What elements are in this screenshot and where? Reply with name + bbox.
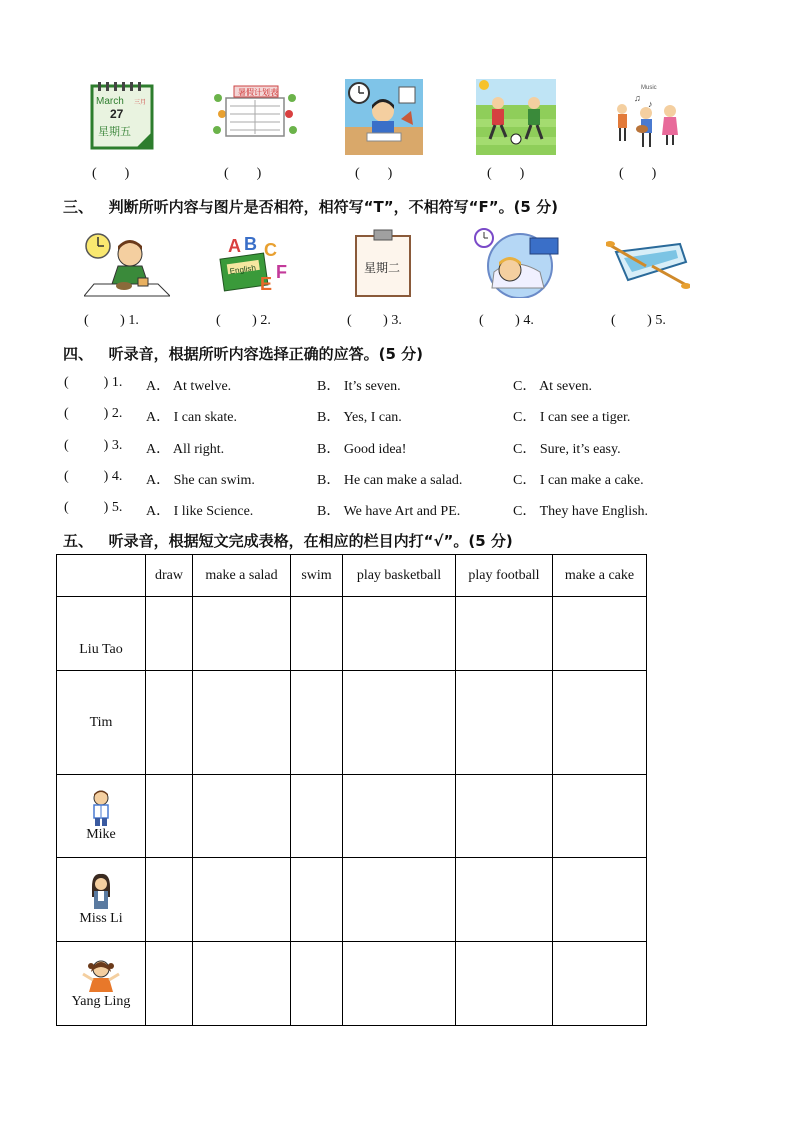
calendar-day: 27 <box>110 107 124 121</box>
row-name: Tim <box>89 714 113 730</box>
section2-answer-1[interactable]: ( ) <box>92 166 130 181</box>
check-cell[interactable] <box>343 597 456 671</box>
section4-heading: 四、 听录音，根据所听内容选择正确的应答。(5 分) <box>63 345 424 363</box>
check-cell[interactable] <box>146 942 193 1026</box>
check-cell[interactable] <box>456 597 553 671</box>
check-cell[interactable] <box>146 858 193 942</box>
check-cell[interactable] <box>291 671 343 775</box>
svg-text:♪: ♪ <box>648 99 653 109</box>
check-cell[interactable] <box>456 858 553 942</box>
question-4-option-b: B． He can make a salad. <box>317 473 463 488</box>
child-sleeping-picture <box>474 226 562 298</box>
row-name: Liu Tao <box>79 642 123 657</box>
letter-e: E <box>260 274 273 294</box>
header-make-a-cake: make a cake <box>553 555 647 597</box>
row-name: Mike <box>86 827 116 842</box>
check-cell[interactable] <box>343 942 456 1026</box>
calendar-weekday: 星期五 <box>98 125 131 138</box>
question-2-option-b: B． Yes, I can. <box>317 410 402 425</box>
table-row <box>57 858 647 942</box>
question-3-option-c: C． Sure, it’s easy. <box>513 442 621 457</box>
svg-text:♫: ♫ <box>634 93 641 103</box>
check-cell[interactable] <box>291 942 343 1026</box>
section3-heading: 三、 判断所听内容与图片是否相符，相符写“T”，不相符写“F”。(5 分) <box>63 198 558 216</box>
summer-plan-picture <box>212 84 298 140</box>
row-name: Miss Li <box>79 910 123 926</box>
question-5-paren[interactable]: ( ) 5. <box>64 500 123 515</box>
calendar-month: March <box>96 96 124 107</box>
header-blank <box>57 555 146 597</box>
question-3-option-b: B． Good idea! <box>317 442 407 457</box>
calendar-picture <box>86 80 158 154</box>
row-name-cell <box>57 671 146 775</box>
book-label: English <box>229 263 257 276</box>
row-name-cell <box>57 942 146 1026</box>
clipboard-picture <box>354 228 412 298</box>
question-5-option-c: C． They have English. <box>513 504 649 519</box>
question-1-option-c: C． At seven. <box>513 379 592 394</box>
header-play-football: play football <box>456 555 553 597</box>
english-book-abc-picture <box>214 232 292 296</box>
rowing-boat-picture <box>606 236 690 290</box>
section3-answer-1[interactable]: ( ) 1. <box>84 313 139 328</box>
section2-answer-3[interactable]: ( ) <box>355 166 393 181</box>
table-row <box>57 942 647 1026</box>
question-2-paren[interactable]: ( ) 2. <box>64 406 123 421</box>
plan-title: 暑假计划表 <box>238 88 278 97</box>
letter-f: F <box>276 262 287 282</box>
section2-answer-2[interactable]: ( ) <box>224 166 262 181</box>
children-music-picture <box>608 79 688 155</box>
question-2-option-a: A． I can skate. <box>146 410 237 425</box>
boy-eating-lunch-picture <box>84 230 170 298</box>
letter-c: C <box>264 240 277 260</box>
header-make-a-salad: make a salad <box>193 555 291 597</box>
check-cell[interactable] <box>291 597 343 671</box>
question-4-option-c: C． I can make a cake. <box>513 473 644 488</box>
check-cell[interactable] <box>291 858 343 942</box>
check-cell[interactable] <box>456 942 553 1026</box>
table-row <box>57 775 647 858</box>
check-cell[interactable] <box>193 775 291 858</box>
question-1-paren[interactable]: ( ) 1. <box>64 375 123 390</box>
table-row <box>57 597 647 671</box>
letter-b: B <box>244 234 257 254</box>
question-1-option-b: B． It’s seven. <box>317 379 401 394</box>
question-4-paren[interactable]: ( ) 4. <box>64 469 123 484</box>
row-name-cell <box>57 597 146 671</box>
check-cell[interactable] <box>343 671 456 775</box>
row-name: Yang Ling <box>71 993 131 1009</box>
section3-answer-2[interactable]: ( ) 2. <box>216 313 271 328</box>
header-play-basketball: play basketball <box>343 555 456 597</box>
letter-a: A <box>228 236 241 256</box>
section3-answer-5[interactable]: ( ) 5. <box>611 313 666 328</box>
table-header-row <box>57 555 647 597</box>
boy-studying-picture <box>345 79 423 155</box>
question-4-option-a: A． She can swim. <box>146 473 255 488</box>
question-2-option-c: C． I can see a tiger. <box>513 410 631 425</box>
woman-avatar-icon <box>88 873 114 911</box>
check-cell[interactable] <box>193 942 291 1026</box>
calendar-month-cn: 三月 <box>134 99 147 106</box>
check-cell[interactable] <box>553 597 647 671</box>
question-1-option-a: A． At twelve. <box>146 379 232 394</box>
check-cell[interactable] <box>553 671 647 775</box>
table-row <box>57 671 647 775</box>
check-cell[interactable] <box>343 858 456 942</box>
check-cell[interactable] <box>343 775 456 858</box>
section5-heading: 五、 听录音，根据短文完成表格，在相应的栏目内打“√”。(5 分) <box>63 532 513 550</box>
check-cell[interactable] <box>291 775 343 858</box>
question-5-option-b: B． We have Art and PE. <box>317 504 461 519</box>
section2-answer-4[interactable]: ( ) <box>487 166 525 181</box>
boy-avatar-icon <box>88 789 114 827</box>
question-5-option-a: A． I like Science. <box>146 504 254 519</box>
section3-answer-3[interactable]: ( ) 3. <box>347 313 402 328</box>
check-cell[interactable] <box>146 597 193 671</box>
question-3-option-a: A． All right. <box>146 442 225 457</box>
boys-playing-football-picture <box>476 79 556 155</box>
check-cell[interactable] <box>553 858 647 942</box>
check-cell[interactable] <box>146 775 193 858</box>
header-draw: draw <box>146 555 193 597</box>
row-name-cell <box>57 858 146 942</box>
check-cell[interactable] <box>146 671 193 775</box>
check-cell[interactable] <box>456 775 553 858</box>
check-cell[interactable] <box>553 942 647 1026</box>
section2-answer-5[interactable]: ( ) <box>619 166 657 181</box>
music-label: Music <box>641 85 657 91</box>
row-name-cell <box>57 775 146 858</box>
question-3-paren[interactable]: ( ) 3. <box>64 438 123 453</box>
check-cell[interactable] <box>553 775 647 858</box>
check-cell[interactable] <box>193 858 291 942</box>
header-swim: swim <box>291 555 343 597</box>
girl-avatar-icon <box>81 958 121 994</box>
check-cell[interactable] <box>456 671 553 775</box>
check-cell[interactable] <box>193 671 291 775</box>
activity-table <box>56 554 647 1026</box>
clipboard-text: 星期二 <box>364 261 401 275</box>
check-cell[interactable] <box>193 597 291 671</box>
section3-answer-4[interactable]: ( ) 4. <box>479 313 534 328</box>
